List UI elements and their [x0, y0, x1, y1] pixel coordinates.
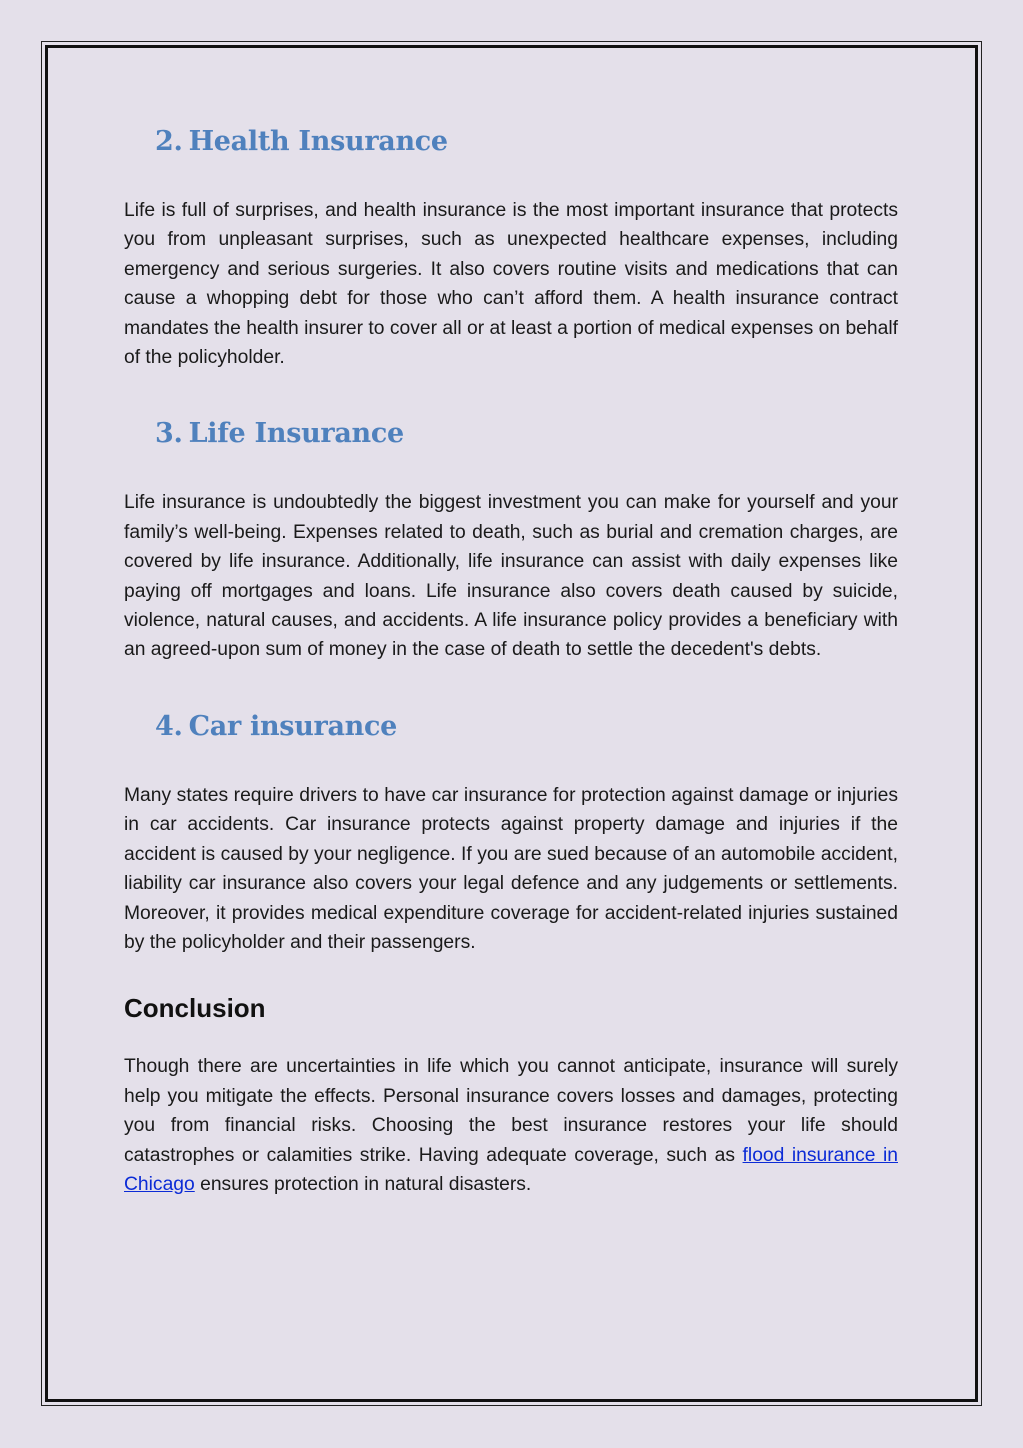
document-body: [124, 116, 898, 1199]
section-title: Car insurance: [188, 710, 397, 742]
conclusion-text-after-link: ensures protection in natural disasters.: [194, 1173, 532, 1195]
section-conclusion: [124, 991, 898, 1199]
section-number: 4.: [155, 710, 183, 742]
section-paragraph: Many states require drivers to have car insurance for protection against damage or injuries in car accidents. Car insurance protects against property damage and injuries if the accident is caused by your negligence. If you are sued because of an automobile accident, liability car insurance also covers your legal defence and any judgements or settlements. Moreover, it provides medical expenditure coverage for accident-related injuries sustained by the policyholder and their passengers.: [124, 784, 898, 953]
conclusion-text-before-link: Though there are uncertainties in life which you cannot anticipate, insurance will surely help you mitigate the effects. Personal insurance covers losses and damages, protecting you from financial risks. Choosing the best insurance restores your life should catastrophes or calamities strike. Having adequate coverage, such as: [124, 1056, 898, 1166]
section-life-insurance: [124, 408, 898, 664]
section-heading: [155, 408, 898, 460]
section-number: 2.: [155, 126, 183, 157]
section-title: Health Insurance: [188, 126, 448, 157]
section-title: Life Insurance: [188, 418, 404, 450]
conclusion-paragraph: [124, 1052, 898, 1199]
section-paragraph: Life insurance is undoubtedly the biggest investment you can make for yourself and your family’s well-being. Expenses related to death, such as burial and cremation charges, are covered by life insurance. Additionally, life insurance can assist with daily expenses like paying off mortgages and loans. Life insurance also covers death caused by suicide, violence, natural causes, and accidents. A life insurance policy provides a beneficiary with an agreed-upon sum of money in the case of death to settle the decedent's debts.: [124, 492, 898, 661]
conclusion-heading: Conclusion: [124, 993, 266, 1024]
section-number: 3.: [155, 418, 183, 450]
section-heading: [155, 116, 898, 168]
section-paragraph: Life is full of surprises, and health insurance is the most important insurance that protects you from unpleasant surprises, such as unexpected healthcare expenses, including emergency and serious surgeries. It also covers routine visits and medications that can cause a whopping debt for those who can’t afford them. A health insurance contract mandates the health insurer to cover all or at least a portion of medical expenses on behalf of the policyholder.: [124, 200, 898, 369]
flood-insurance-link[interactable]: flood insurance in Chicago: [124, 1144, 898, 1195]
section-health-insurance: [124, 116, 898, 372]
section-heading: [155, 701, 898, 753]
section-car-insurance: [124, 701, 898, 957]
